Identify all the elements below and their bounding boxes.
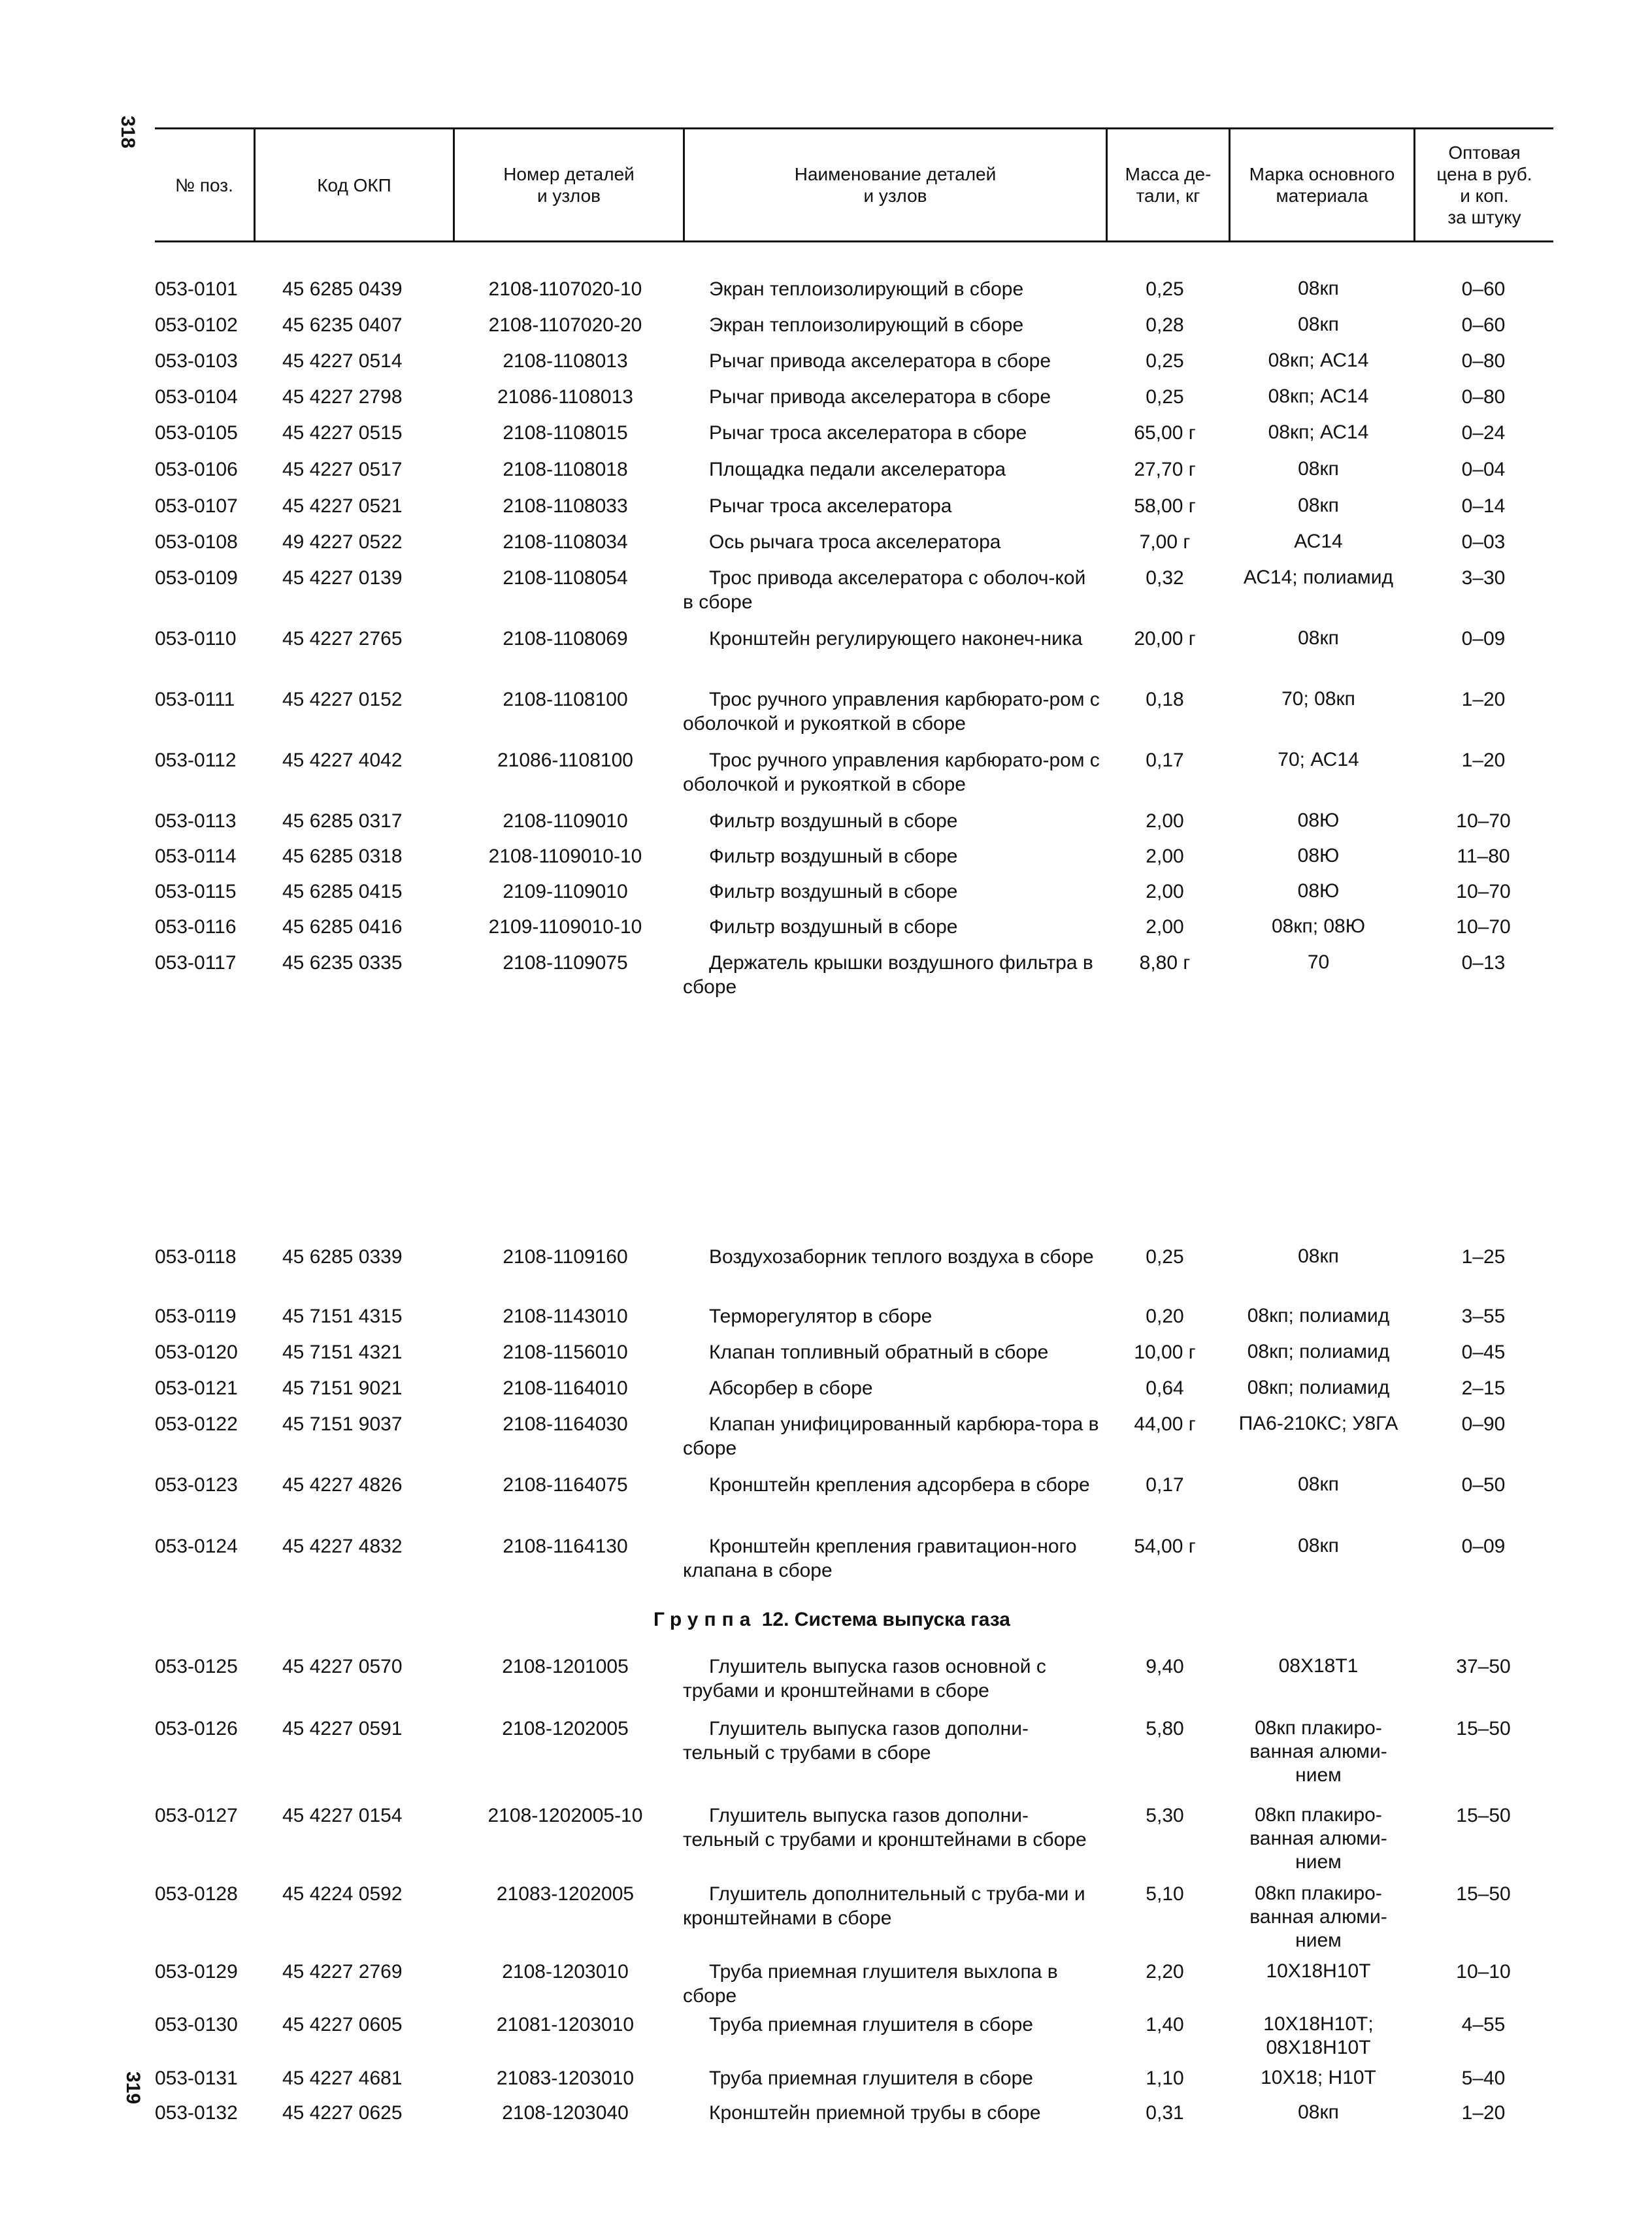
mass-cell: 1,40 <box>1146 2014 1184 2035</box>
part-number-cell: 2108-1164130 <box>503 1536 628 1557</box>
price-cell: 1–20 <box>1461 2102 1506 2124</box>
material-cell: 08кп; 08Ю <box>1271 915 1366 937</box>
name-cell: Трос ручного управления карбюрато-ром с оболочкой и рукояткой в сборе <box>683 749 1100 795</box>
price-cell: 15–50 <box>1456 1718 1511 1739</box>
price-cell: 10–70 <box>1456 916 1511 938</box>
name-cell: Фильтр воздушный в сборе <box>709 916 958 938</box>
page-number-bottom: 319 <box>122 2071 144 2105</box>
header-bottom-rule <box>155 240 1553 242</box>
price-cell: 0–60 <box>1461 278 1506 300</box>
okp-cell: 45 4227 2769 <box>282 1961 403 1983</box>
okp-cell: 45 4227 2765 <box>282 628 403 650</box>
name-cell: Держатель крышки воздушного фильтра в сборе <box>683 952 1093 998</box>
pos-cell: 053-0127 <box>155 1805 238 1826</box>
group-title: 12. Система выпуска газа <box>761 1609 1010 1630</box>
part-number-cell: 2108-1203010 <box>502 1961 629 1983</box>
part-number-cell: 21086-1108100 <box>497 749 633 771</box>
okp-cell: 45 6285 0415 <box>282 881 403 902</box>
material-cell: 08кп <box>1298 1474 1339 1495</box>
mass-cell: 0,20 <box>1146 1306 1184 1327</box>
pos-cell: 053-0121 <box>155 1377 238 1399</box>
okp-cell: 45 4227 0570 <box>282 1656 403 1677</box>
part-number-cell: 2108-1156010 <box>503 1342 628 1363</box>
price-cell: 0–60 <box>1461 314 1506 336</box>
pos-cell: 053-0116 <box>155 916 237 938</box>
part-number-cell: 21081-1203010 <box>496 2014 635 2035</box>
material-cell: 10Х18; Н10Т <box>1261 2067 1376 2088</box>
material-cell: 08кп <box>1298 495 1339 516</box>
pos-cell: 053-0101 <box>155 278 238 300</box>
material-cell: 08Ю <box>1297 845 1340 866</box>
mass-cell: 0,64 <box>1146 1377 1184 1399</box>
mass-cell: 27,70 г <box>1134 459 1196 480</box>
price-cell: 0–03 <box>1461 531 1506 553</box>
material-cell: 08кп; АС14 <box>1268 421 1369 443</box>
okp-cell: 45 7151 4321 <box>282 1342 403 1363</box>
material-cell: 08кп <box>1298 627 1339 649</box>
part-number-cell: 2108-1107020-20 <box>488 314 642 336</box>
name-cell: Экран теплоизолирующий в сборе <box>709 278 1024 300</box>
header-price: Оптовая цена в руб. и коп. за штуку <box>1436 142 1532 227</box>
name-cell: Глушитель выпуска газов основной с трубами и кронштейнами в сборе <box>683 1656 1046 1702</box>
price-cell: 3–30 <box>1461 567 1506 589</box>
group-label: Группа <box>653 1609 757 1630</box>
part-number-cell: 2109-1109010-10 <box>488 916 642 938</box>
material-cell: 08кп плакиро- ванная алюми- нием <box>1249 1717 1387 1786</box>
part-number-cell: 2108-1108054 <box>503 567 628 589</box>
name-cell: Рычаг привода акселератора в сборе <box>709 386 1051 408</box>
mass-cell: 0,32 <box>1146 567 1184 589</box>
name-cell: Фильтр воздушный в сборе <box>709 846 958 867</box>
price-cell: 0–80 <box>1461 386 1506 408</box>
material-cell: 08кп; АС14 <box>1268 350 1369 371</box>
mass-cell: 0,17 <box>1146 1474 1184 1496</box>
mass-cell: 44,00 г <box>1134 1413 1196 1435</box>
price-cell: 10–10 <box>1456 1961 1511 1983</box>
okp-cell: 45 6235 0335 <box>282 952 403 974</box>
material-cell: 10Х18Н10Т <box>1266 1960 1371 1982</box>
mass-cell: 9,40 <box>1146 1656 1184 1677</box>
pos-cell: 053-0102 <box>155 314 238 336</box>
price-cell: 0–14 <box>1461 495 1506 517</box>
mass-cell: 2,20 <box>1146 1961 1184 1983</box>
pos-cell: 053-0103 <box>155 350 238 372</box>
name-cell: Абсорбер в сборе <box>709 1377 873 1399</box>
name-cell: Глушитель дополнительный с труба-ми и кронштейнами в сборе <box>683 1883 1085 1929</box>
name-cell: Ось рычага троса акселератора <box>709 531 1001 553</box>
material-cell: 08кп; полиамид <box>1247 1305 1390 1326</box>
part-number-cell: 2108-1143010 <box>503 1306 628 1327</box>
material-cell: 08кп <box>1298 278 1339 299</box>
price-cell: 15–50 <box>1456 1883 1511 1905</box>
name-cell: Труба приемная глушителя в сборе <box>709 2014 1033 2035</box>
name-cell: Экран теплоизолирующий в сборе <box>709 314 1024 336</box>
pos-cell: 053-0104 <box>155 386 238 408</box>
pos-cell: 053-0117 <box>155 952 237 974</box>
material-cell: 70; АС14 <box>1278 749 1359 770</box>
okp-cell: 45 4224 0592 <box>282 1883 403 1905</box>
header-pos: № поз. <box>175 174 233 195</box>
mass-cell: 20,00 г <box>1134 628 1196 650</box>
group-heading <box>653 1609 1010 1631</box>
okp-cell: 45 4227 0521 <box>282 495 403 517</box>
pos-cell: 053-0122 <box>155 1413 238 1435</box>
okp-cell: 45 7151 9021 <box>282 1377 403 1399</box>
price-cell: 1–20 <box>1461 689 1506 710</box>
header-part-number: Номер деталей и узлов <box>503 164 635 206</box>
name-cell: Трос привода акселератора с оболоч-кой в сборе <box>683 567 1086 613</box>
material-cell: АС14 <box>1294 531 1343 552</box>
pos-cell: 053-0111 <box>155 689 235 710</box>
material-cell: 08кп <box>1298 458 1339 480</box>
price-cell: 37–50 <box>1456 1656 1511 1677</box>
name-cell: Рычаг троса акселератора в сборе <box>709 422 1027 444</box>
material-cell: 08кп плакиро- ванная алюми- нием <box>1249 1804 1387 1873</box>
mass-cell: 7,00 г <box>1139 531 1191 553</box>
pos-cell: 053-0110 <box>155 628 237 650</box>
mass-cell: 0,17 <box>1146 749 1184 771</box>
mass-cell: 1,10 <box>1146 2067 1184 2089</box>
pos-cell: 053-0115 <box>155 881 237 902</box>
okp-cell: 45 4227 0154 <box>282 1805 403 1826</box>
price-cell: 0–09 <box>1461 1536 1506 1557</box>
pos-cell: 053-0120 <box>155 1342 238 1363</box>
part-number-cell: 2108-1164075 <box>503 1474 628 1496</box>
material-cell: 08Ю <box>1297 880 1340 902</box>
header-mass: Масса де- тали, кг <box>1125 164 1212 206</box>
part-number-cell: 21083-1203010 <box>496 2067 635 2089</box>
name-cell: Фильтр воздушный в сборе <box>709 810 958 832</box>
part-number-cell: 2108-1164030 <box>503 1413 628 1435</box>
part-number-cell: 2108-1202005 <box>502 1718 629 1739</box>
material-cell: 10Х18Н10Т; 08Х18Н10Т <box>1263 2013 1374 2058</box>
name-cell: Фильтр воздушный в сборе <box>709 881 958 902</box>
part-number-cell: 2108-1109010-10 <box>488 846 642 867</box>
price-cell: 15–50 <box>1456 1805 1511 1826</box>
name-cell: Кронштейн приемной трубы в сборе <box>709 2102 1041 2124</box>
mass-cell: 2,00 <box>1146 916 1184 938</box>
mass-cell: 2,00 <box>1146 810 1184 832</box>
name-cell: Рычаг привода акселератора в сборе <box>709 350 1051 372</box>
part-number-cell: 2108-1108069 <box>503 628 628 650</box>
material-cell: 08кп плакиро- ванная алюми- нием <box>1249 1883 1387 1951</box>
price-cell: 0–80 <box>1461 350 1506 372</box>
pos-cell: 053-0129 <box>155 1961 238 1983</box>
page-number-top: 318 <box>117 115 139 149</box>
okp-cell: 45 4227 0139 <box>282 567 403 589</box>
okp-cell: 45 7151 9037 <box>282 1413 403 1435</box>
pos-cell: 053-0109 <box>155 567 238 589</box>
okp-cell: 45 4227 0605 <box>282 2014 403 2035</box>
mass-cell: 10,00 г <box>1134 1342 1196 1363</box>
material-cell: 08кп <box>1298 1535 1339 1556</box>
pos-cell: 053-0124 <box>155 1536 238 1557</box>
okp-cell: 45 4227 0625 <box>282 2102 403 2124</box>
part-number-cell: 2108-1107020-10 <box>488 278 642 300</box>
name-cell: Кронштейн крепления гравитацион-ного клапана в сборе <box>683 1536 1077 1581</box>
okp-cell: 45 6285 0339 <box>282 1246 403 1268</box>
name-cell: Кронштейн крепления адсорбера в сборе <box>709 1474 1090 1496</box>
mass-cell: 65,00 г <box>1134 422 1196 444</box>
okp-cell: 45 4227 4826 <box>282 1474 403 1496</box>
mass-cell: 0,28 <box>1146 314 1184 336</box>
part-number-cell: 2108-1108033 <box>503 495 628 517</box>
price-cell: 0–90 <box>1461 1413 1506 1435</box>
mass-cell: 0,25 <box>1146 386 1184 408</box>
material-cell: АС14; полиамид <box>1243 567 1394 588</box>
part-number-cell: 21086-1108013 <box>497 386 633 408</box>
pos-cell: 053-0107 <box>155 495 238 517</box>
pos-cell: 053-0132 <box>155 2102 238 2124</box>
mass-cell: 0,18 <box>1146 689 1184 710</box>
price-cell: 4–55 <box>1461 2014 1506 2035</box>
okp-cell: 45 4227 0591 <box>282 1718 403 1739</box>
part-number-cell: 2108-1203040 <box>502 2102 629 2124</box>
pos-cell: 053-0131 <box>155 2067 238 2089</box>
pos-cell: 053-0114 <box>155 846 237 867</box>
material-cell: 08Ю <box>1297 810 1340 831</box>
pos-cell: 053-0128 <box>155 1883 238 1905</box>
mass-cell: 5,30 <box>1146 1805 1184 1826</box>
okp-cell: 45 4227 4832 <box>282 1536 403 1557</box>
pos-cell: 053-0126 <box>155 1718 238 1739</box>
header-name: Наименование деталей и узлов <box>794 164 997 206</box>
mass-cell: 5,10 <box>1146 1883 1184 1905</box>
name-cell: Кронштейн регулирующего наконеч-ника <box>709 628 1083 650</box>
pos-cell: 053-0106 <box>155 459 238 480</box>
pos-cell: 053-0125 <box>155 1656 238 1677</box>
part-number-cell: 2108-1164010 <box>503 1377 628 1399</box>
mass-cell: 8,80 г <box>1139 952 1191 974</box>
material-cell: 08кп <box>1298 1245 1339 1267</box>
price-cell: 0–24 <box>1461 422 1506 444</box>
okp-cell: 45 4227 4681 <box>282 2067 403 2089</box>
price-cell: 0–13 <box>1461 952 1506 974</box>
part-number-cell: 2108-1201005 <box>502 1656 629 1677</box>
pos-cell: 053-0105 <box>155 422 238 444</box>
mass-cell: 5,80 <box>1146 1718 1184 1739</box>
part-number-cell: 2108-1108018 <box>503 459 628 480</box>
price-cell: 0–04 <box>1461 459 1506 480</box>
material-cell: 08кп; АС14 <box>1268 386 1369 407</box>
name-cell: Площадка педали акселератора <box>709 459 1006 480</box>
name-cell: Труба приемная глушителя выхлопа в сборе <box>683 1961 1058 2007</box>
price-cell: 11–80 <box>1457 846 1510 867</box>
material-cell: 08кп <box>1298 314 1339 335</box>
material-cell: 70 <box>1307 951 1330 973</box>
okp-cell: 45 4227 0517 <box>282 459 403 480</box>
header-okp: Код ОКП <box>317 174 391 195</box>
name-cell: Глушитель выпуска газов дополни-тельный с трубами в сборе <box>683 1718 1029 1764</box>
okp-cell: 45 4227 0515 <box>282 422 403 444</box>
header-material: Марка основного материала <box>1249 164 1395 206</box>
material-cell: 08Х18Т1 <box>1278 1655 1359 1677</box>
name-cell: Клапан унифицированный карбюра-тора в сборе <box>683 1413 1099 1459</box>
price-cell: 10–70 <box>1456 881 1511 902</box>
part-number-cell: 2108-1108100 <box>503 689 628 710</box>
okp-cell: 45 7151 4315 <box>282 1306 403 1327</box>
pos-cell: 053-0113 <box>155 810 237 832</box>
name-cell: Терморегулятор в сборе <box>709 1306 933 1327</box>
price-cell: 0–45 <box>1461 1342 1506 1363</box>
part-number-cell: 2108-1202005-10 <box>487 1805 643 1826</box>
okp-cell: 45 4227 2798 <box>282 386 403 408</box>
material-cell: 70; 08кп <box>1281 688 1355 710</box>
mass-cell: 0,31 <box>1146 2102 1184 2124</box>
material-cell: 08кп; полиамид <box>1247 1341 1390 1362</box>
material-cell: 08кп; полиамид <box>1247 1377 1390 1398</box>
mass-cell: 2,00 <box>1146 881 1184 902</box>
pos-cell: 053-0123 <box>155 1474 238 1496</box>
price-cell: 1–25 <box>1461 1246 1506 1268</box>
okp-cell: 45 6285 0317 <box>282 810 403 832</box>
name-cell: Трос ручного управления карбюрато-ром с оболочкой и рукояткой в сборе <box>683 689 1100 734</box>
part-number-cell: 2108-1108013 <box>503 350 628 372</box>
price-cell: 3–55 <box>1461 1306 1506 1327</box>
price-cell: 10–70 <box>1456 810 1511 832</box>
pos-cell: 053-0119 <box>155 1306 237 1327</box>
mass-cell: 54,00 г <box>1134 1536 1196 1557</box>
name-cell: Клапан топливный обратный в сборе <box>709 1342 1049 1363</box>
part-number-cell: 2108-1108015 <box>503 422 628 444</box>
mass-cell: 0,25 <box>1146 350 1184 372</box>
pos-cell: 053-0118 <box>155 1246 237 1268</box>
part-number-cell: 2109-1109010 <box>503 881 628 902</box>
price-cell: 5–40 <box>1461 2067 1506 2089</box>
okp-cell: 45 6235 0407 <box>282 314 403 336</box>
material-cell: 08кп <box>1298 2101 1339 2123</box>
name-cell: Труба приемная глушителя в сборе <box>709 2067 1033 2089</box>
part-number-cell: 2108-1109160 <box>503 1246 628 1268</box>
okp-cell: 45 6285 0439 <box>282 278 403 300</box>
part-number-cell: 2108-1109075 <box>503 952 628 974</box>
okp-cell: 45 6285 0416 <box>282 916 403 938</box>
price-cell: 1–20 <box>1461 749 1506 771</box>
price-cell: 0–50 <box>1461 1474 1506 1496</box>
okp-cell: 45 6285 0318 <box>282 846 403 867</box>
name-cell: Воздухозаборник теплого воздуха в сборе <box>709 1246 1094 1268</box>
pos-cell: 053-0130 <box>155 2014 238 2035</box>
part-number-cell: 2108-1108034 <box>503 531 628 553</box>
price-cell: 0–09 <box>1461 628 1506 650</box>
okp-cell: 45 4227 0514 <box>282 350 403 372</box>
mass-cell: 0,25 <box>1146 1246 1184 1268</box>
material-cell: ПА6-210КС; У8ГА <box>1238 1413 1398 1434</box>
okp-cell: 49 4227 0522 <box>282 531 403 553</box>
part-number-cell: 2108-1109010 <box>503 810 628 832</box>
mass-cell: 0,25 <box>1146 278 1184 300</box>
mass-cell: 58,00 г <box>1134 495 1196 517</box>
okp-cell: 45 4227 0152 <box>282 689 403 710</box>
pos-cell: 053-0108 <box>155 531 238 553</box>
okp-cell: 45 4227 4042 <box>282 749 403 771</box>
pos-cell: 053-0112 <box>155 749 237 771</box>
part-number-cell: 21083-1202005 <box>496 1883 635 1905</box>
mass-cell: 2,00 <box>1146 846 1184 867</box>
price-cell: 2–15 <box>1461 1377 1506 1399</box>
name-cell: Рычаг троса акселератора <box>709 495 952 517</box>
name-cell: Глушитель выпуска газов дополни-тельный с трубами и кронштейнами в сборе <box>683 1805 1087 1851</box>
